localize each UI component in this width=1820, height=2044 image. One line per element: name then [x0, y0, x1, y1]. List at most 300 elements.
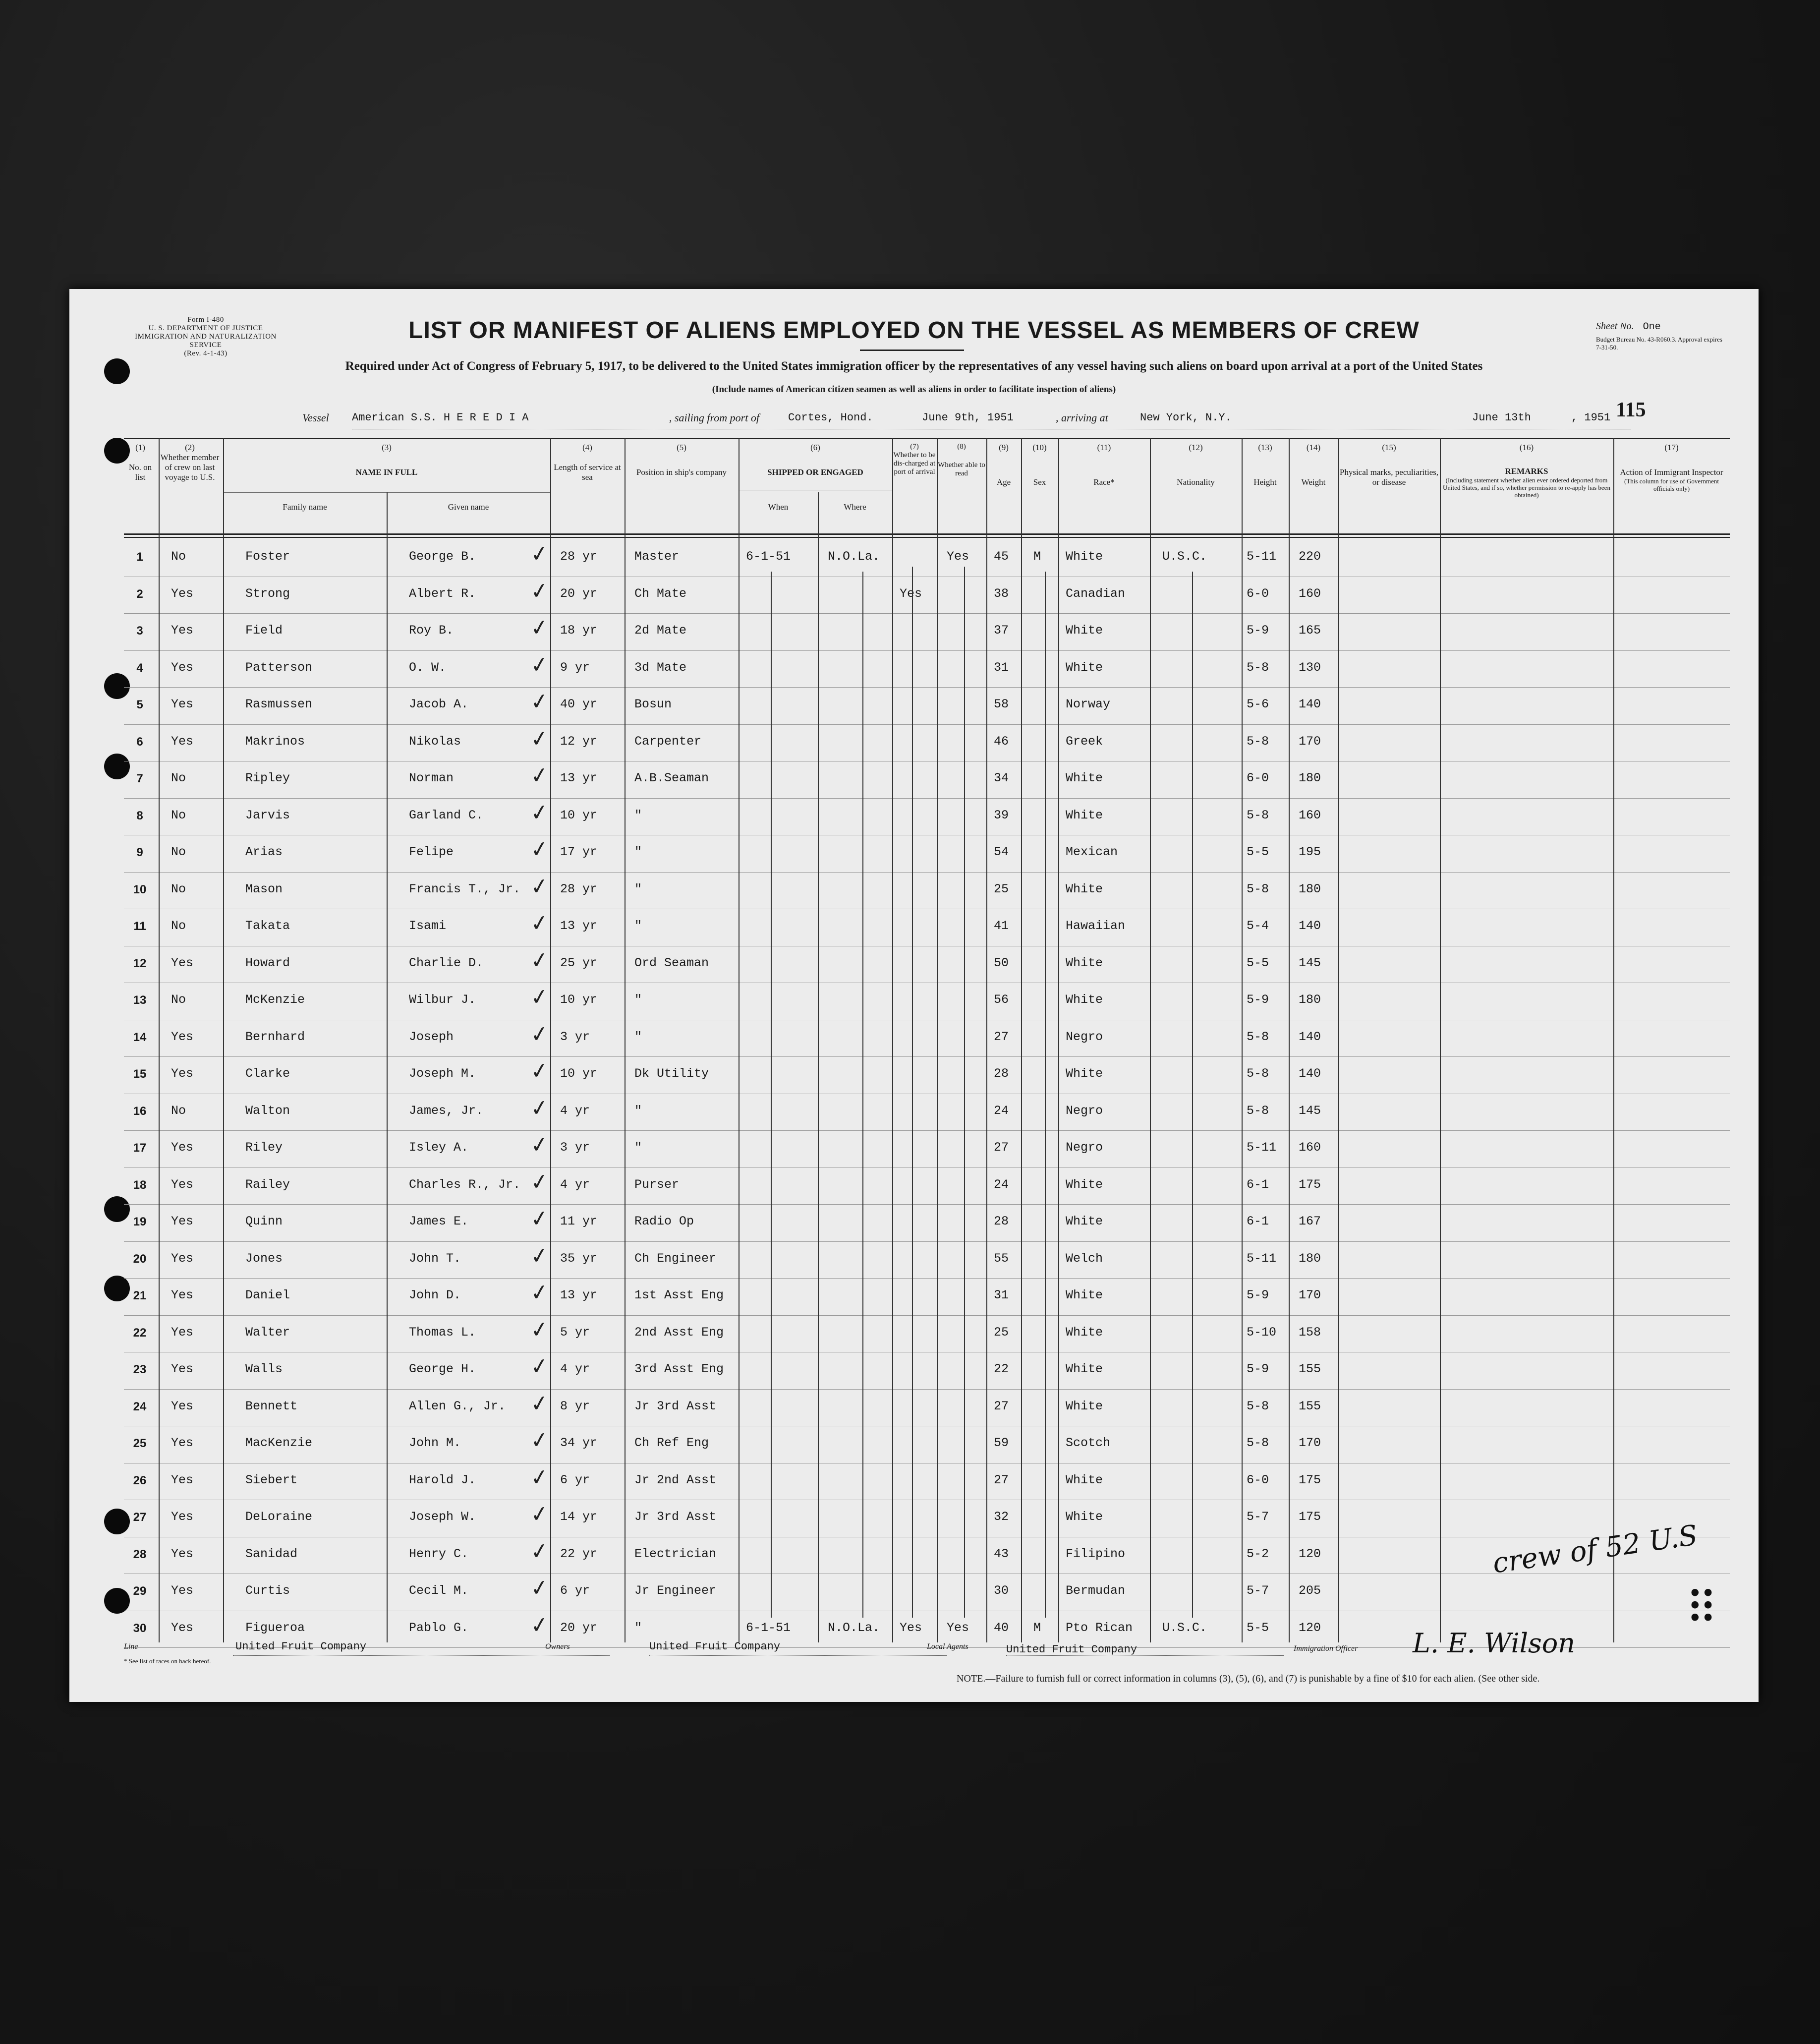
position-cell: "	[634, 993, 642, 1007]
given-name-cell: Albert R.	[409, 586, 476, 601]
position-cell: 3rd Asst Eng	[634, 1362, 724, 1376]
row-number: 18	[133, 1178, 147, 1192]
arrive-date: June 13th	[1472, 411, 1531, 424]
position-cell: 2d Mate	[634, 623, 687, 638]
race-cell: White	[1066, 1510, 1103, 1524]
row-number: 30	[133, 1621, 147, 1635]
col-number: (11)	[1097, 443, 1111, 452]
col-number: (1)	[135, 443, 145, 452]
column-divider	[1440, 438, 1441, 1642]
row-number: 26	[133, 1473, 147, 1487]
position-cell: Ch Mate	[634, 586, 687, 601]
line-value: United Fruit Company	[235, 1640, 367, 1653]
ditto-line	[862, 572, 863, 1618]
weight-cell: 140	[1299, 697, 1321, 711]
family-name-cell: Walton	[245, 1103, 290, 1118]
given-name-cell: Joseph W.	[409, 1510, 476, 1524]
col-number: (15)	[1382, 443, 1396, 452]
age-cell: 22	[994, 1362, 1009, 1376]
height-cell: 5-8	[1247, 660, 1269, 675]
row-number: 1	[136, 550, 143, 564]
family-name-cell: Strong	[245, 586, 290, 601]
col13-header	[1242, 443, 1289, 487]
col3-header	[223, 443, 550, 477]
service-cell: 3 yr	[560, 1029, 590, 1044]
col-number: (4)	[582, 443, 592, 452]
row-number: 6	[136, 735, 143, 749]
col-title: Nationality	[1177, 477, 1215, 487]
col-title: No. on list	[128, 463, 152, 482]
age-cell: 27	[994, 1140, 1009, 1155]
age-cell: 27	[994, 1399, 1009, 1413]
service-cell: 10 yr	[560, 993, 598, 1007]
position-cell: Carpenter	[634, 734, 702, 749]
column-divider	[387, 492, 388, 1642]
row-number: 5	[136, 698, 143, 711]
height-cell: 5-6	[1247, 697, 1269, 711]
port-to: New York, N.Y.	[1140, 411, 1232, 424]
last-voyage-cell: Yes	[171, 623, 194, 638]
age-cell: 31	[994, 660, 1009, 675]
age-cell: 54	[994, 845, 1009, 859]
service-cell: 6 yr	[560, 1472, 590, 1487]
race-cell: Hawaiian	[1066, 919, 1126, 933]
age-cell: 24	[994, 1177, 1009, 1192]
col2-header	[159, 443, 221, 482]
position-cell: "	[634, 1620, 642, 1635]
row-number: 3	[136, 624, 143, 638]
nationality-cell: U.S.C.	[1162, 549, 1207, 564]
race-cell: White	[1066, 1472, 1103, 1487]
row-number: 22	[133, 1326, 147, 1340]
family-name-cell: Bennett	[245, 1399, 298, 1413]
row-rule	[124, 1204, 1730, 1205]
col-title: Whether to be dis-charged at port of arrival	[893, 451, 936, 476]
family-name-cell: Mason	[245, 881, 283, 896]
weight-cell: 130	[1299, 660, 1321, 675]
where-cell: N.O.La.	[828, 1620, 880, 1635]
service-cell: 8 yr	[560, 1399, 590, 1413]
race-cell: White	[1066, 808, 1103, 822]
height-cell: 5-8	[1247, 1436, 1269, 1450]
age-cell: 30	[994, 1583, 1009, 1598]
row-rule	[124, 798, 1730, 799]
service-cell: 10 yr	[560, 808, 598, 822]
last-voyage-cell: No	[171, 1103, 186, 1118]
family-name-cell: Walls	[245, 1362, 283, 1376]
check-mark-icon: ✓	[528, 1463, 551, 1491]
race-cell: Negro	[1066, 1140, 1103, 1155]
position-cell: Purser	[634, 1177, 680, 1192]
weight-cell: 167	[1299, 1214, 1321, 1228]
col-title: Length of service at sea	[554, 463, 621, 482]
col15-header	[1338, 443, 1440, 487]
height-cell: 5-9	[1247, 1288, 1269, 1302]
given-name-cell: Charles R., Jr.	[409, 1177, 521, 1192]
col-number: (17)	[1664, 443, 1679, 452]
check-mark-icon: ✓	[528, 873, 551, 900]
row-rule	[124, 1315, 1730, 1316]
race-cell: White	[1066, 881, 1103, 896]
given-name-cell: Joseph M.	[409, 1066, 476, 1081]
family-name-cell: Rasmussen	[245, 697, 313, 711]
race-cell: Welch	[1066, 1251, 1103, 1266]
weight-cell: 140	[1299, 919, 1321, 933]
service-cell: 9 yr	[560, 660, 590, 675]
check-mark-icon: ✓	[528, 1279, 551, 1307]
check-mark-icon: ✓	[528, 1611, 551, 1639]
column-divider	[159, 438, 160, 1642]
position-cell: Ch Engineer	[634, 1251, 717, 1266]
race-cell: White	[1066, 1177, 1103, 1192]
service-cell: 17 yr	[560, 845, 598, 859]
position-cell: Electrician	[634, 1546, 717, 1561]
weight-cell: 195	[1299, 845, 1321, 859]
column-divider	[818, 492, 819, 1642]
weight-cell: 145	[1299, 955, 1321, 970]
col-title: Age	[996, 477, 1011, 487]
owners-underline	[649, 1655, 947, 1656]
age-cell: 25	[994, 1325, 1009, 1340]
col14-header	[1289, 443, 1338, 487]
height-cell: 5-8	[1247, 1103, 1269, 1118]
service-cell: 20 yr	[560, 586, 598, 601]
check-mark-icon: ✓	[528, 946, 551, 974]
check-mark-icon: ✓	[528, 909, 551, 937]
race-cell: Bermudan	[1066, 1583, 1126, 1598]
last-voyage-cell: Yes	[171, 1583, 194, 1598]
height-cell: 5-11	[1247, 1251, 1277, 1266]
last-voyage-cell: Yes	[171, 1362, 194, 1376]
last-voyage-cell: Yes	[171, 1177, 194, 1192]
race-cell: Greek	[1066, 734, 1103, 749]
age-cell: 58	[994, 697, 1009, 711]
last-voyage-cell: Yes	[171, 1620, 194, 1635]
where-cell: N.O.La.	[828, 549, 880, 564]
service-cell: 11 yr	[560, 1214, 598, 1228]
family-name-cell: Bernhard	[245, 1029, 305, 1044]
position-cell: Radio Op	[634, 1214, 694, 1228]
given-name-cell: Isley A.	[409, 1140, 469, 1155]
height-cell: 5-8	[1247, 1029, 1269, 1044]
ditto-line	[1045, 572, 1046, 1618]
family-name-cell: Ripley	[245, 771, 290, 785]
race-cell: White	[1066, 1066, 1103, 1081]
given-name-cell: Nikolas	[409, 734, 461, 749]
height-cell: 5-8	[1247, 734, 1269, 749]
header-bottom-rule	[124, 533, 1730, 535]
col-subtitle: (This column for use of Government officials only)	[1624, 477, 1719, 492]
inspector-initial-mark: ⠿	[1685, 1583, 1718, 1635]
family-name-header: Family name	[283, 502, 327, 512]
height-cell: 5-8	[1247, 1066, 1269, 1081]
check-mark-icon: ✓	[528, 725, 551, 753]
col-number: (10)	[1032, 443, 1047, 452]
col-number: (3)	[382, 443, 392, 452]
service-cell: 20 yr	[560, 1620, 598, 1635]
given-name-cell: James, Jr.	[409, 1103, 484, 1118]
race-cell: White	[1066, 771, 1103, 785]
row-number: 11	[133, 920, 146, 933]
col-number: (12)	[1189, 443, 1203, 452]
requirement-text: Required under Act of Congress of February 5, 1917, to be delivered to the United States immigration officer by the representatives of any vessel having such aliens on board upon arrival at a port of the United States	[345, 359, 1483, 373]
column-divider	[937, 438, 938, 1642]
height-cell: 5-7	[1247, 1510, 1269, 1524]
sheet-label: Sheet No.	[1596, 321, 1634, 332]
row-number: 24	[133, 1400, 147, 1413]
weight-cell: 140	[1299, 1029, 1321, 1044]
discharged-cell: Yes	[900, 1620, 922, 1635]
height-cell: 6-0	[1247, 771, 1269, 785]
position-cell: "	[634, 881, 642, 896]
given-name-cell: Pablo G.	[409, 1620, 469, 1635]
read-cell: Yes	[947, 1620, 969, 1635]
nationality-cell: U.S.C.	[1162, 1620, 1207, 1635]
family-name-cell: Takata	[245, 919, 290, 933]
when-cell: 6-1-51	[746, 1620, 791, 1635]
col7-header	[892, 443, 937, 476]
position-cell: Jr 3rd Asst	[634, 1510, 717, 1524]
last-voyage-cell: No	[171, 549, 186, 564]
position-cell: "	[634, 919, 642, 933]
col-number: (13)	[1258, 443, 1272, 452]
age-cell: 34	[994, 771, 1009, 785]
weight-cell: 160	[1299, 808, 1321, 822]
weight-cell: 180	[1299, 1251, 1321, 1266]
race-cell: White	[1066, 549, 1103, 564]
race-cell: Negro	[1066, 1103, 1103, 1118]
last-voyage-cell: Yes	[171, 955, 194, 970]
position-cell: Master	[634, 549, 680, 564]
height-cell: 5-9	[1247, 1362, 1269, 1376]
row-rule	[124, 872, 1730, 873]
service-cell: 5 yr	[560, 1325, 590, 1340]
col5-header	[625, 443, 739, 477]
family-name-cell: Foster	[245, 549, 290, 564]
col10-header	[1021, 443, 1058, 487]
family-name-cell: Patterson	[245, 660, 313, 675]
arriving-label: , arriving at	[1056, 411, 1108, 424]
col6-header	[739, 443, 892, 477]
row-number: 7	[136, 772, 143, 785]
row-number: 17	[133, 1141, 147, 1155]
age-cell: 25	[994, 881, 1009, 896]
check-mark-icon: ✓	[528, 1426, 551, 1455]
position-cell: Ch Ref Eng	[634, 1436, 709, 1450]
vessel-info	[302, 411, 1739, 431]
height-cell: 5-5	[1247, 845, 1269, 859]
check-mark-icon: ✓	[528, 761, 551, 790]
column-divider	[1150, 438, 1151, 1642]
given-name-cell: Felipe	[409, 845, 454, 859]
family-name-cell: Figueroa	[245, 1620, 305, 1635]
position-cell: 3d Mate	[634, 660, 687, 675]
race-cell: Filipino	[1066, 1546, 1126, 1561]
service-cell: 13 yr	[560, 919, 598, 933]
weight-cell: 175	[1299, 1177, 1321, 1192]
row-rule	[124, 1389, 1730, 1390]
sail-date: June 9th, 1951	[922, 411, 1014, 424]
family-name-cell: MacKenzie	[245, 1436, 313, 1450]
last-voyage-cell: No	[171, 919, 186, 933]
weight-cell: 175	[1299, 1510, 1321, 1524]
check-mark-icon: ✓	[528, 540, 551, 568]
sex-cell: M	[1033, 1620, 1041, 1635]
given-name-cell: Norman	[409, 771, 454, 785]
position-cell: "	[634, 1140, 642, 1155]
height-cell: 5-2	[1247, 1546, 1269, 1561]
col-title: Position in ship's company	[636, 467, 727, 477]
row-rule	[124, 687, 1730, 688]
col-title: Whether able to read	[938, 461, 985, 477]
last-voyage-cell: Yes	[171, 1251, 194, 1266]
position-cell: Dk Utility	[634, 1066, 709, 1081]
ditto-line	[912, 567, 913, 1618]
arrive-year: , 1951	[1571, 411, 1611, 424]
check-mark-icon: ✓	[528, 1057, 551, 1085]
row-number: 25	[133, 1437, 147, 1450]
row-number: 9	[136, 846, 143, 859]
department: U. S. DEPARTMENT OF JUSTICE	[148, 324, 263, 332]
race-cell: Norway	[1066, 697, 1111, 711]
height-cell: 5-8	[1247, 881, 1269, 896]
check-mark-icon: ✓	[528, 983, 551, 1011]
given-name-cell: Joseph	[409, 1029, 454, 1044]
last-voyage-cell: Yes	[171, 1325, 194, 1340]
row-number: 4	[136, 661, 143, 675]
row-number: 14	[133, 1030, 147, 1044]
row-number: 15	[133, 1067, 147, 1081]
race-cell: White	[1066, 955, 1103, 970]
position-cell: "	[634, 1029, 642, 1044]
given-name-cell: Garland C.	[409, 808, 484, 822]
check-mark-icon: ✓	[528, 1574, 551, 1602]
given-name-cell: George H.	[409, 1362, 476, 1376]
col-number: (14)	[1306, 443, 1321, 452]
given-name-cell: Wilbur J.	[409, 993, 476, 1007]
row-number: 13	[133, 993, 147, 1007]
col17-header	[1613, 443, 1730, 492]
col-number: (9)	[999, 443, 1009, 452]
given-name-cell: John M.	[409, 1436, 461, 1450]
position-cell: Ord Seaman	[634, 955, 709, 970]
races-note: * See list of races on back hereof.	[124, 1657, 211, 1665]
row-number: 10	[133, 882, 147, 896]
race-cell: White	[1066, 1362, 1103, 1376]
row-rule	[124, 724, 1730, 725]
height-cell: 5-9	[1247, 993, 1269, 1007]
service-cell: 12 yr	[560, 734, 598, 749]
service-cell: 10 yr	[560, 1066, 598, 1081]
family-name-cell: Walter	[245, 1325, 290, 1340]
check-mark-icon: ✓	[528, 1020, 551, 1048]
column-divider	[986, 438, 987, 1642]
owners-value: United Fruit Company	[649, 1640, 781, 1653]
check-mark-icon: ✓	[528, 1242, 551, 1270]
page-title: LIST OR MANIFEST OF ALIENS EMPLOYED ON THE VESSEL AS MEMBERS OF CREW	[408, 317, 1420, 344]
service-cell: 14 yr	[560, 1510, 598, 1524]
last-voyage-cell: Yes	[171, 1288, 194, 1302]
col-title: NAME IN FULL	[355, 467, 418, 477]
family-name-cell: DeLoraine	[245, 1510, 313, 1524]
row-number: 23	[133, 1363, 147, 1376]
family-name-cell: Makrinos	[245, 734, 305, 749]
race-cell: Negro	[1066, 1029, 1103, 1044]
row-number: 2	[136, 587, 143, 601]
given-name-cell: Francis T., Jr.	[409, 881, 521, 896]
position-cell: Bosun	[634, 697, 672, 711]
last-voyage-cell: Yes	[171, 697, 194, 711]
remarks-handwriting: crew of 52 U.S	[1490, 1519, 1700, 1580]
last-voyage-cell: Yes	[171, 660, 194, 675]
family-name-cell: Field	[245, 623, 283, 638]
position-cell: 2nd Asst Eng	[634, 1325, 724, 1340]
age-cell: 50	[994, 955, 1009, 970]
last-voyage-cell: Yes	[171, 1214, 194, 1228]
check-mark-icon: ✓	[528, 1537, 551, 1565]
owners-label: Owners	[545, 1642, 570, 1651]
col-title: Weight	[1301, 477, 1326, 487]
check-mark-icon: ✓	[528, 688, 551, 716]
last-voyage-cell: Yes	[171, 734, 194, 749]
port-from: Cortes, Hond.	[788, 411, 873, 424]
height-cell: 5-8	[1247, 808, 1269, 822]
height-cell: 6-1	[1247, 1214, 1269, 1228]
family-name-cell: Riley	[245, 1140, 283, 1155]
family-name-cell: Railey	[245, 1177, 290, 1192]
read-cell: Yes	[947, 549, 969, 564]
title-rule	[860, 350, 964, 351]
family-name-cell: Daniel	[245, 1288, 290, 1302]
column-divider	[1058, 438, 1059, 1642]
service-cell: 6 yr	[560, 1583, 590, 1598]
row-rule	[124, 1278, 1730, 1279]
race-cell: White	[1066, 623, 1103, 638]
age-cell: 38	[994, 586, 1009, 601]
race-cell: White	[1066, 1214, 1103, 1228]
last-voyage-cell: Yes	[171, 1399, 194, 1413]
family-name-cell: Jarvis	[245, 808, 290, 822]
when-cell: 6-1-51	[746, 549, 791, 564]
last-voyage-cell: No	[171, 845, 186, 859]
officer-label: Immigration Officer	[1294, 1644, 1358, 1653]
family-name-cell: Jones	[245, 1251, 283, 1266]
age-cell: 32	[994, 1510, 1009, 1524]
col-number: (7)	[910, 443, 919, 451]
height-cell: 6-0	[1247, 586, 1269, 601]
height-cell: 5-9	[1247, 623, 1269, 638]
weight-cell: 155	[1299, 1362, 1321, 1376]
height-cell: 5-11	[1247, 549, 1277, 564]
age-cell: 27	[994, 1029, 1009, 1044]
weight-cell: 175	[1299, 1472, 1321, 1487]
row-rule	[124, 1130, 1730, 1131]
col-number: (2)	[185, 443, 195, 452]
age-cell: 31	[994, 1288, 1009, 1302]
service-name: IMMIGRATION AND NATURALIZATION SERVICE	[135, 333, 277, 349]
last-voyage-cell: No	[171, 771, 186, 785]
check-mark-icon: ✓	[528, 1390, 551, 1417]
last-voyage-cell: Yes	[171, 1472, 194, 1487]
height-cell: 5-10	[1247, 1325, 1277, 1340]
position-cell: Jr 2nd Asst	[634, 1472, 717, 1487]
agents-underline	[1006, 1655, 1284, 1656]
col-subtitle: (Including statement whether alien ever ordered deported from United States, and if so, whether permission to re-apply has been obtained)	[1443, 476, 1610, 499]
weight-cell: 155	[1299, 1399, 1321, 1413]
weight-cell: 140	[1299, 1066, 1321, 1081]
budget-note: Budget Bureau No. 43-R060.3. Approval expires 7-31-50.	[1596, 336, 1722, 351]
position-cell: 1st Asst Eng	[634, 1288, 724, 1302]
